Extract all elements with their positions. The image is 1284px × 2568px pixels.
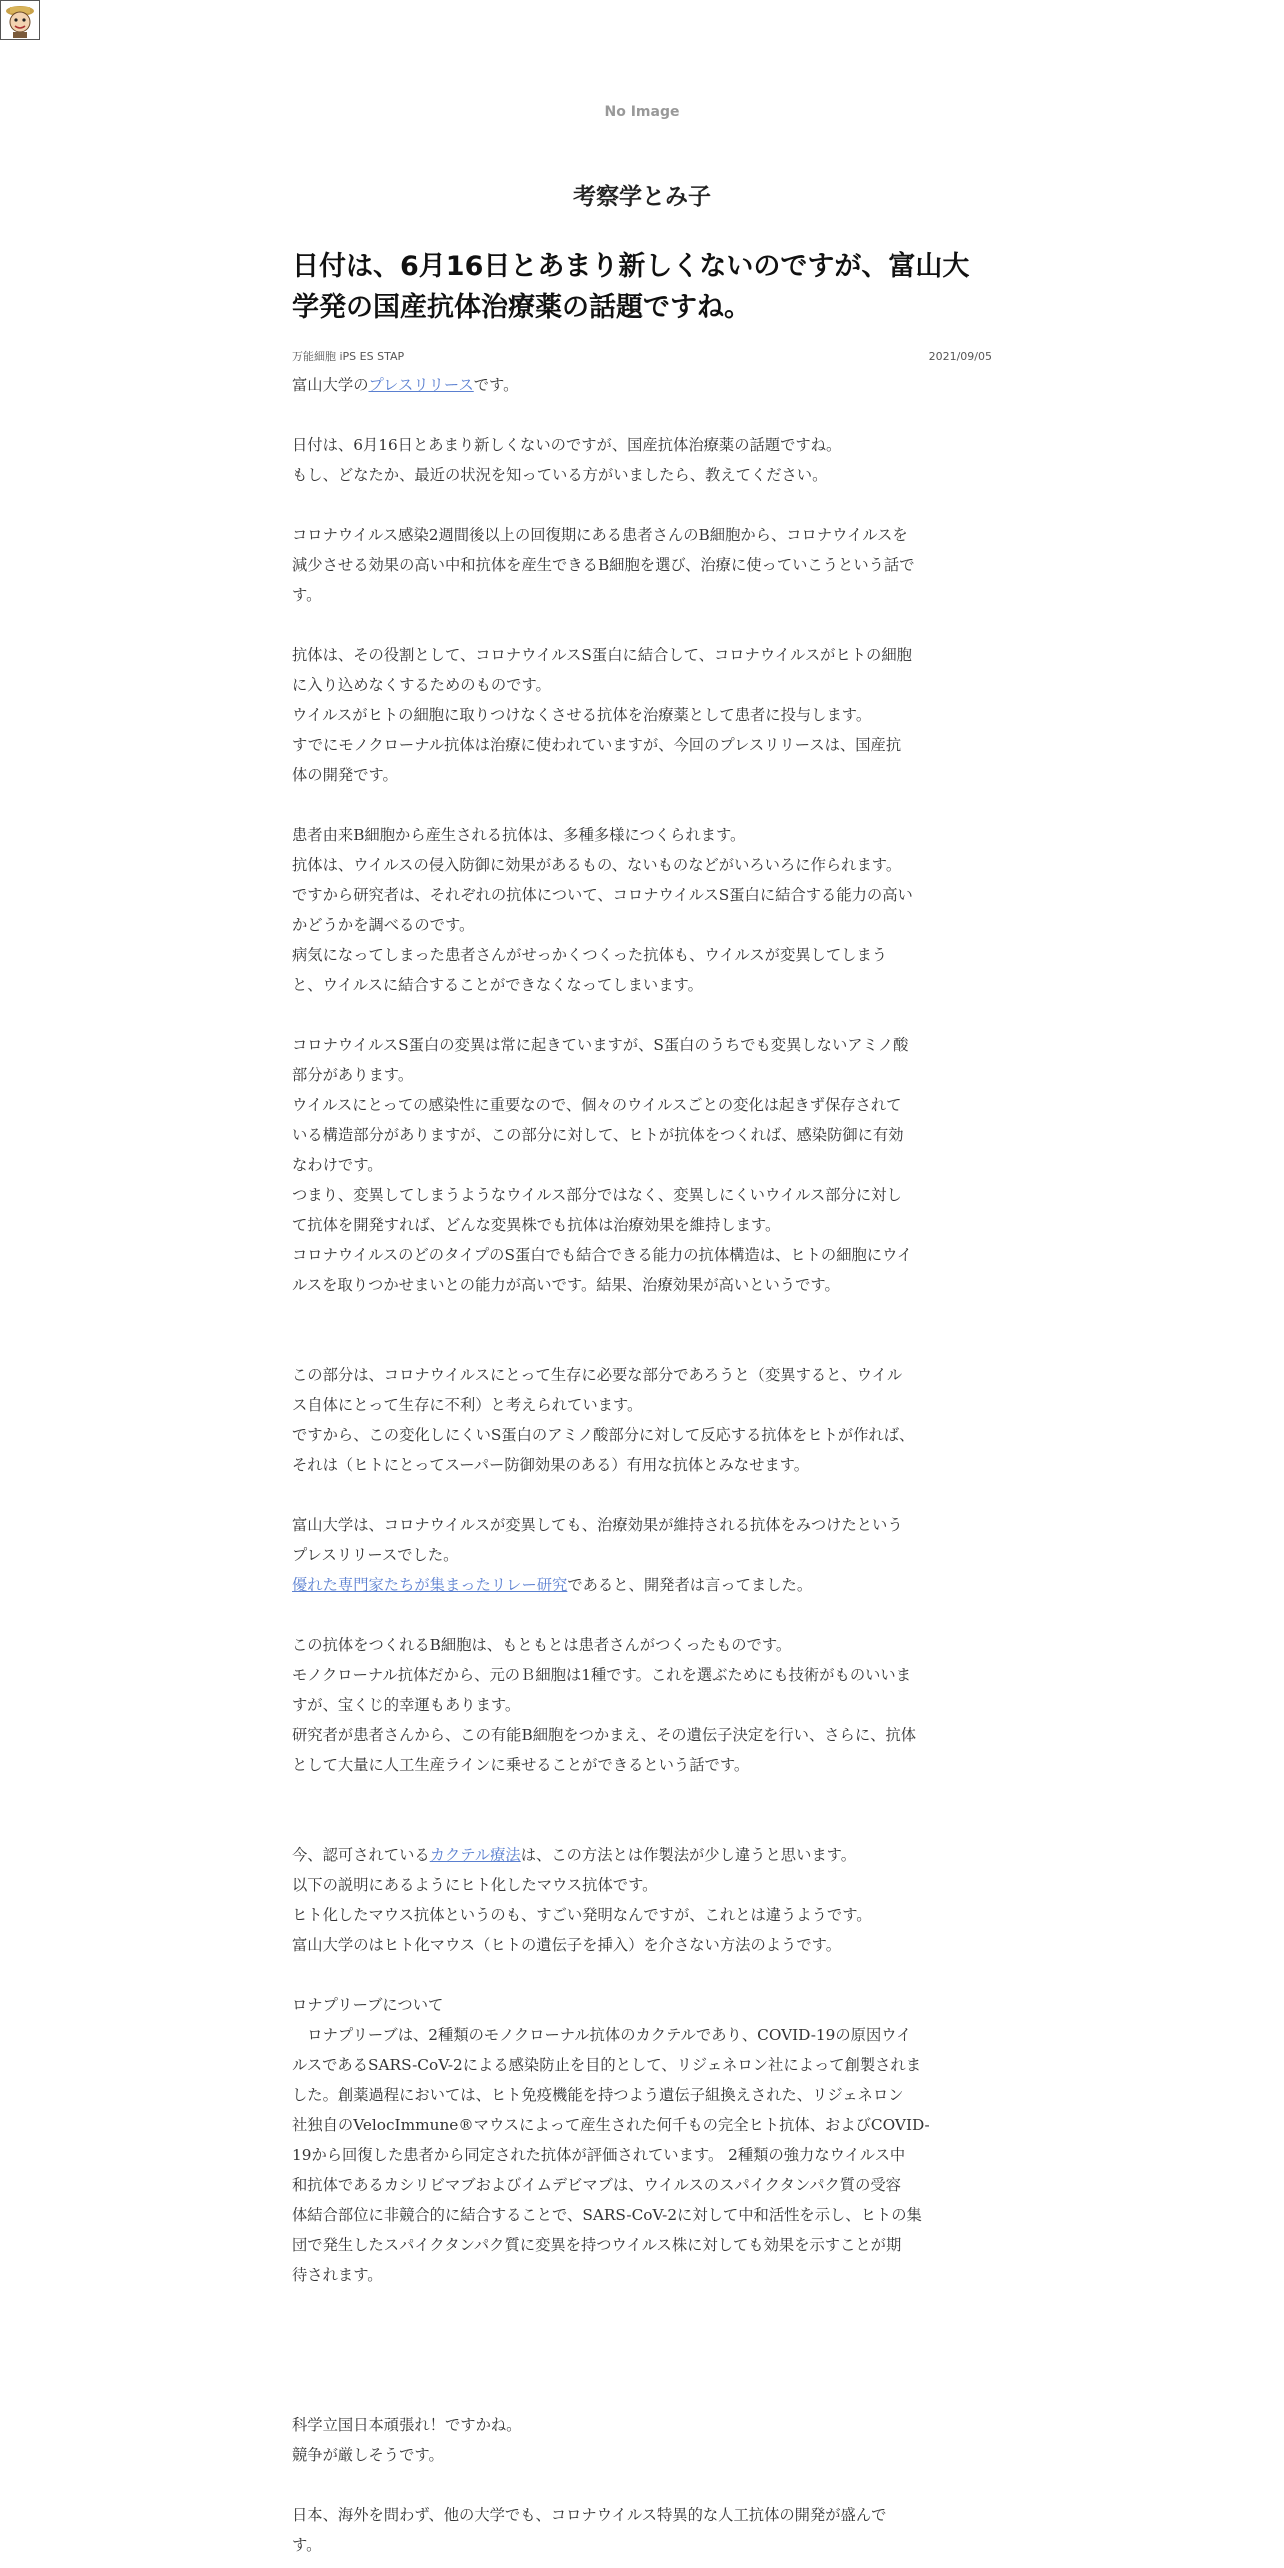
text-line: ですから研究者は、それぞれの抗体について、コロナウイルスS蛋白に結合する能力の高い xyxy=(292,886,913,904)
cocktail-therapy-link[interactable]: カクテル療法 xyxy=(429,1846,521,1864)
paragraph-b1 xyxy=(292,430,992,490)
text-line: す。 xyxy=(292,586,322,604)
post-title: 日付は、6月16日とあまり新しくないのですが、富山大学発の国産抗体治療薬の話題ですね。 xyxy=(292,251,970,323)
text-line: て抗体を開発すれば、どんな変異株でも抗体は治療効果を維持します。 xyxy=(292,1216,781,1234)
paragraph-b11 xyxy=(292,2410,992,2470)
text-line: 以下の説明にあるようにヒト化したマウス抗体です。 xyxy=(292,1876,658,1894)
text-line: ヒト化したマウス抗体というのも、すごい発明なんですが、これとは違うようです。 xyxy=(292,1906,872,1924)
text-line: 和抗体であるカシリビマブおよびイムデビマブは、ウイルスのスパイクタンパク質の受容 xyxy=(292,2176,901,2194)
text-line: ロナプリーブについて xyxy=(292,1996,444,2014)
text-line: 待されます。 xyxy=(292,2266,383,2284)
no-image-placeholder: No Image xyxy=(604,104,680,120)
text-line: と、ウイルスに結合することができなくなってしまいます。 xyxy=(292,976,703,994)
article xyxy=(292,246,992,2560)
text-line: 富山大学のはヒト化マウス（ヒトの遺伝子を挿入）を介さない方法のようです。 xyxy=(292,1936,842,1954)
text-line: ウイルスにとっての感染性に重要なので、個々のウイルスごとの変化は起きず保存されて xyxy=(292,1096,902,1114)
paragraph-b4 xyxy=(292,820,992,1000)
text-line: つまり、変異してしまうようなウイルス部分ではなく、変異しにくいウイルス部分に対し xyxy=(292,1186,902,1204)
text-line: ロナプリーブは、2種類のモノクローナル抗体のカクテルであり、COVID-19の原因ウイ xyxy=(292,2026,912,2044)
cartoon-avatar-icon xyxy=(1,1,39,39)
post-date: 2021/09/05 xyxy=(928,349,992,363)
text-line: それは（ヒトにとってスーパー防御効果のある）有用な抗体とみなせます。 xyxy=(292,1456,810,1474)
text-line: プレスリリースでした。 xyxy=(292,1546,459,1564)
paragraph-b9 xyxy=(292,1870,992,1960)
text-line: に入り込めなくするためのものです。 xyxy=(292,676,551,694)
text-line: 体の開発です。 xyxy=(292,766,398,784)
text-line: 日付は、6月16日とあまり新しくないのですが、国産抗体治療薬の話題ですね。 xyxy=(292,436,842,454)
text-line: 減少させる効果の高い中和抗体を産生できるB細胞を選び、治療に使っていこうという話で xyxy=(292,556,915,574)
text-line: として大量に人工生産ラインに乗せることができるという話です。 xyxy=(292,1756,750,1774)
text-line: すが、宝くじ的幸運もあります。 xyxy=(292,1696,521,1714)
text-line: コロナウイルスS蛋白の変異は常に起きていますが、S蛋白のうちでも変異しないアミノ酸 xyxy=(292,1036,909,1054)
text-line: 19から回復した患者から同定された抗体が評価されています。 2種類の強力なウイルス中 xyxy=(292,2146,906,2164)
text-line: 富山大学は、コロナウイルスが変異しても、治療効果が維持される抗体をみつけたという xyxy=(292,1516,903,1534)
text-line: ルスを取りつかせまいとの能力が高いです。結果、治療効果が高いというです。 xyxy=(292,1276,840,1294)
text-line: コロナウイルスのどのタイプのS蛋白でも結合できる能力の抗体構造は、ヒトの細胞にウイ xyxy=(292,1246,913,1264)
cocktail-line: 今、認可されているカクテル療法は、この方法とは作製法が少し違うと思います。 xyxy=(292,1846,857,1864)
text-line: 抗体は、その役割として、コロナウイルスS蛋白に結合して、コロナウイルスがヒトの細胞 xyxy=(292,646,912,664)
text-line: 研究者が患者さんから、この有能B細胞をつかまえ、その遺伝子決定を行い、さらに、抗体 xyxy=(292,1726,917,1744)
paragraph-b10 xyxy=(292,1990,992,2290)
text-line: すでにモノクローナル抗体は治療に使われていますが、今回のプレスリリースは、国産抗 xyxy=(292,736,902,754)
paragraph-b3 xyxy=(292,640,992,790)
text-line: 体結合部位に非競合的に結合することで、SARS-CoV-2に対して中和活性を示し、ヒトの集 xyxy=(292,2206,922,2224)
blog-title[interactable]: 考察学とみ子 xyxy=(573,184,711,210)
text-line: す。 xyxy=(292,2536,322,2554)
post-category[interactable]: 万能細胞 iPS ES STAP xyxy=(292,350,405,363)
post-body xyxy=(292,370,992,2560)
relay-research-link[interactable]: 優れた専門家たちが集まったリレー研究 xyxy=(292,1576,568,1594)
text-line: 団で発生したスパイクタンパク質に変異を持つウイルス株に対しても効果を示すことが期 xyxy=(292,2236,902,2254)
text-line: なわけです。 xyxy=(292,1156,383,1174)
text-line: 競争が厳しそうです。 xyxy=(292,2446,444,2464)
post-meta xyxy=(292,346,992,366)
text-line: ですから、この変化しにくいS蛋白のアミノ酸部分に対して反応する抗体をヒトが作れば、 xyxy=(292,1426,915,1444)
paragraph-b8 xyxy=(292,1630,992,1780)
text-line: 患者由来B細胞から産生される抗体は、多種多様につくられます。 xyxy=(292,826,746,844)
avatar[interactable] xyxy=(0,0,40,40)
text-line: モノクローナル抗体だから、元のＢ細胞は1種です。これを選ぶためにも技術がものいいま xyxy=(292,1666,912,1684)
text-line: コロナウイルス感染2週間後以上の回復期にある患者さんのB細胞から、コロナウイルスを xyxy=(292,526,908,544)
paragraph-b2 xyxy=(292,520,992,610)
press-release-link[interactable]: プレスリリース xyxy=(368,376,474,394)
text-line: 科学立国日本頑張れ！ですかね。 xyxy=(292,2416,522,2434)
paragraph-b7 xyxy=(292,1510,992,1570)
paragraph-b12 xyxy=(292,2500,992,2560)
text-line: ウイルスがヒトの細胞に取りつけなくさせる抗体を治療薬として患者に投与します。 xyxy=(292,706,872,724)
relay-research-line: 優れた専門家たちが集まったリレー研究であると、開発者は言ってました。 xyxy=(292,1576,813,1594)
text-line: もし、どなたか、最近の状況を知っている方がいましたら、教えてください。 xyxy=(292,466,828,484)
paragraph-b6 xyxy=(292,1360,992,1480)
text-line: かどうかを調べるのです。 xyxy=(292,916,475,934)
text-line: 日本、海外を問わず、他の大学でも、コロナウイルス特異的な人工抗体の開発が盛んで xyxy=(292,2506,887,2524)
text-line: 社独自のVelocImmune®マウスによって産生された何千もの完全ヒト抗体、およびCOVID- xyxy=(292,2116,930,2134)
text-line: ス自体にとって生存に不利）と考えられています。 xyxy=(292,1396,643,1414)
text-line: いる構造部分がありますが、この部分に対して、ヒトが抗体をつくれば、感染防御に有効 xyxy=(292,1126,904,1144)
text-line: 病気になってしまった患者さんがせっかくつくった抗体も、ウイルスが変異してしまう xyxy=(292,946,888,964)
text-line: 抗体は、ウイルスの侵入防御に効果があるもの、ないものなどがいろいろに作られます。 xyxy=(292,856,902,874)
intro-line: 富山大学のプレスリリースです。 xyxy=(292,376,519,394)
text-line: この部分は、コロナウイルスにとって生存に必要な部分であろうと（変異すると、ウイル xyxy=(292,1366,903,1384)
text-line: この抗体をつくれるB細胞は、もともとは患者さんがつくったものです。 xyxy=(292,1636,792,1654)
paragraph-b5 xyxy=(292,1030,992,1300)
text-line: ルスであるSARS-CoV-2による感染防止を目的として、リジェネロン社によって創製されま xyxy=(292,2056,922,2074)
text-line: した。創薬過程においては、ヒト免疫機能を持つよう遺伝子組換えされた、リジェネロン xyxy=(292,2086,904,2104)
text-line: 部分があります。 xyxy=(292,1066,414,1084)
